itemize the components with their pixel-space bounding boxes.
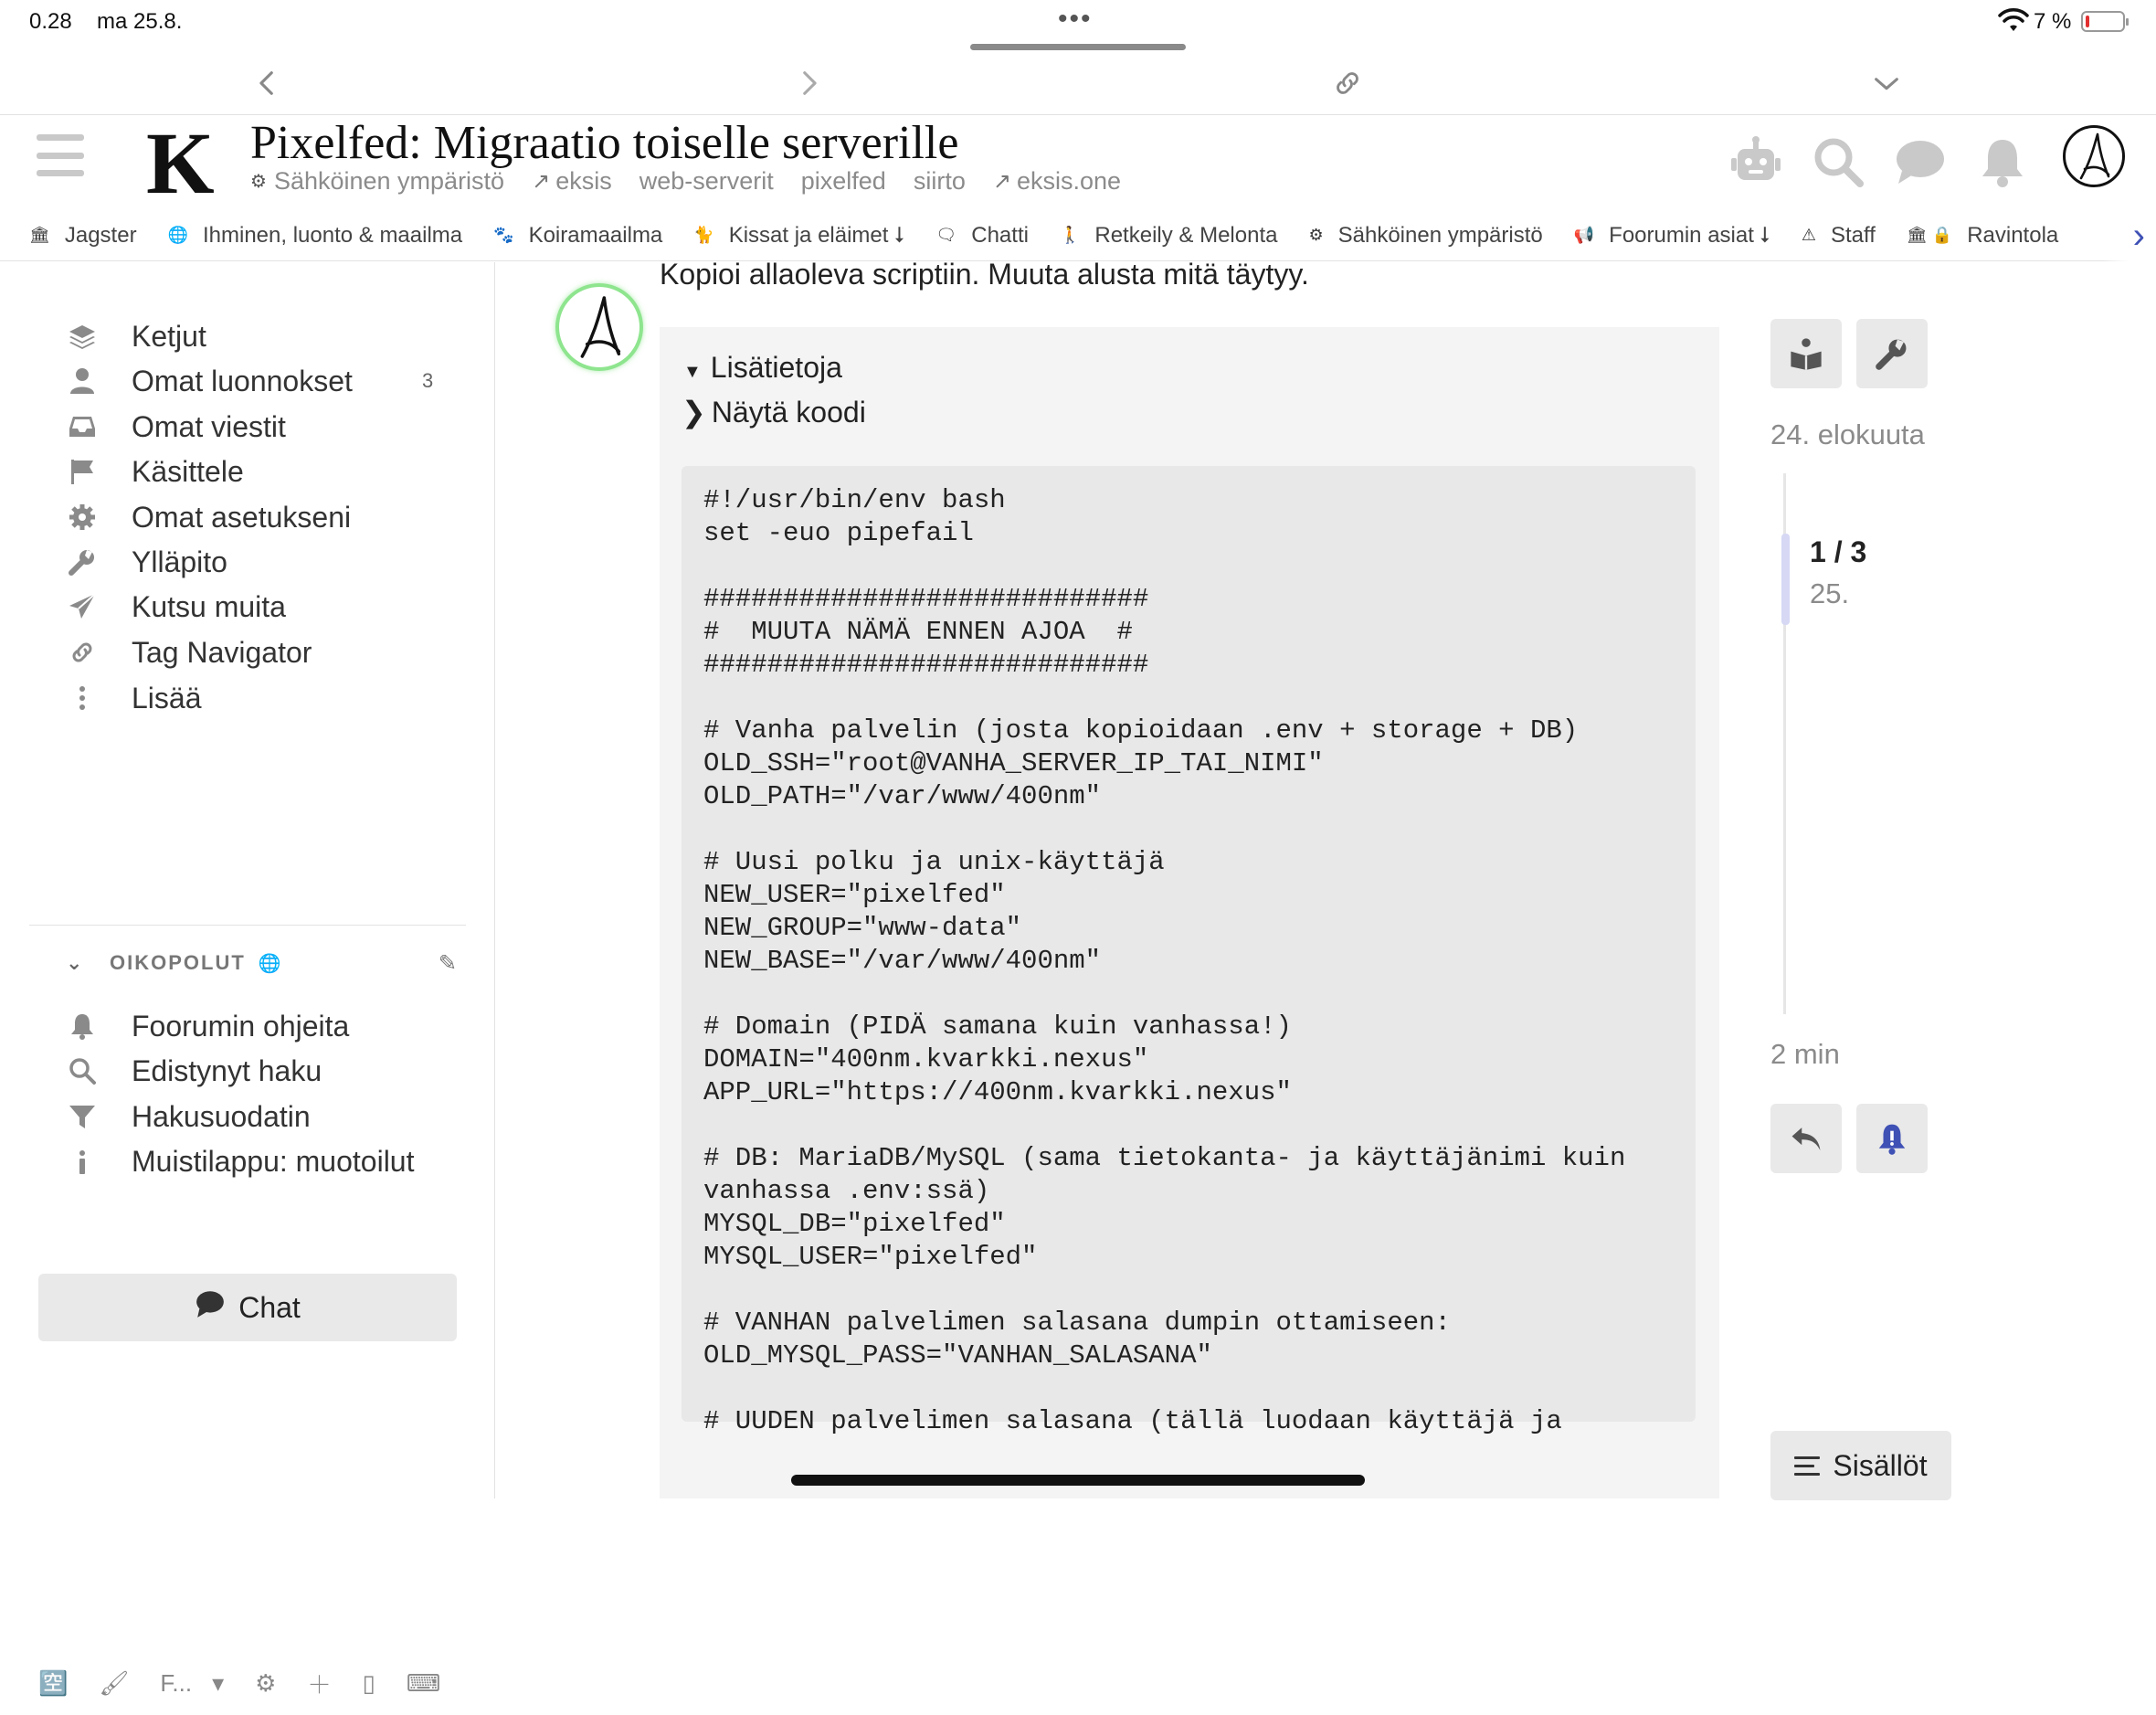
translate-icon[interactable]: 🈳 bbox=[38, 1668, 69, 1697]
reader-mode-icon bbox=[1789, 336, 1823, 371]
post-author-avatar[interactable] bbox=[555, 283, 643, 371]
tag-web-serverit[interactable]: web-serverit bbox=[639, 166, 774, 195]
timeline-position-date: 25. bbox=[1810, 577, 1850, 609]
category-bar bbox=[0, 210, 2156, 261]
reply-icon bbox=[1789, 1121, 1823, 1156]
gear-icon: ⚙ bbox=[250, 171, 267, 192]
user-icon bbox=[55, 358, 113, 404]
link-icon bbox=[55, 630, 113, 675]
sidebar-section-oikopolut[interactable] bbox=[66, 945, 468, 981]
show-code-toggle[interactable]: ❯ Näytä koodi bbox=[682, 396, 866, 429]
category-staff[interactable]: ⚠ Staff bbox=[1801, 222, 1876, 248]
admin-wrench-button[interactable] bbox=[1856, 319, 1928, 388]
sidebar bbox=[0, 262, 495, 1699]
wrench-icon bbox=[1875, 336, 1909, 371]
forward-icon[interactable] bbox=[786, 60, 831, 106]
notification-level-button[interactable] bbox=[1856, 1104, 1928, 1173]
chat-button[interactable] bbox=[38, 1274, 457, 1341]
section-title: OIKOPOLUT bbox=[110, 951, 246, 974]
filter-icon bbox=[55, 1094, 113, 1139]
sidebar-item-hakusuodatin[interactable]: Hakusuodatin bbox=[55, 1094, 475, 1139]
category-koiramaailma[interactable]: 🐾 Koiramaailma bbox=[493, 222, 663, 248]
plus-icon[interactable]: ＋ bbox=[307, 1670, 332, 1699]
search-icon[interactable] bbox=[1805, 129, 1871, 195]
link-icon[interactable] bbox=[1325, 60, 1370, 106]
globe-icon: 🌐 bbox=[258, 953, 283, 974]
multitasking-dots-icon[interactable]: ••• bbox=[1058, 4, 1093, 34]
site-header bbox=[0, 114, 2156, 212]
topic-link[interactable]: eksis.one bbox=[1016, 166, 1122, 195]
category-jagster[interactable]: 🏛 Jagster bbox=[29, 222, 137, 248]
battery-icon bbox=[2081, 11, 2125, 32]
sidebar-item-omat-viestit[interactable]: Omat viestit bbox=[55, 404, 475, 450]
chevron-down-icon[interactable] bbox=[1864, 60, 1909, 106]
timeline-last-activity[interactable]: 2 min bbox=[1770, 1038, 1840, 1070]
chat-button-label: Chat bbox=[238, 1290, 301, 1324]
info-icon bbox=[55, 1138, 113, 1184]
more-vertical-icon bbox=[55, 675, 113, 721]
back-icon[interactable] bbox=[245, 60, 291, 106]
sidebar-item-omat-asetukseni[interactable]: Omat asetukseni bbox=[55, 494, 475, 540]
draft-count: 3 bbox=[422, 369, 434, 392]
code-text: #!/usr/bin/env bash set -euo pipefail ############################ # MUUTA NÄMÄ ENNEN AJOA # ############################ # Vanha palvelin (josta kopioidaan .env + storage + DB) OLD_SSH="root@VANHA_SERVER_IP_TAI_NIMI" OLD_PATH="/var/www/400nm" # Uusi polku ja unix-käyttäjä NEW_USER="pixelfed" NEW_GROUP="www-data" NEW_BASE="/var/www/400nm" # Domain (PIDÄ samana kuin vanhassa!) DOMAIN="400nm.kvarkki.nexus" APP_URL="https://400nm.kvarkki.nexus" # DB: MariaDB/MySQL (sama tietokanta- ja käyttäjänimi kuin vanhassa .env:ssä) MYSQL_DB="pixelfed" MYSQL_USER="pixelfed" # VANHAN palvelimen salasana dumpin ottamiseen: OLD_MYSQL_PASS="VANHAN_SALASANA" # UUDEN palvelimen salasana (tällä luodaan käyttäjä ja bbox=[703, 485, 1626, 1436]
window-handle[interactable] bbox=[970, 44, 1186, 50]
wifi-icon bbox=[1999, 9, 2028, 33]
browser-nav bbox=[0, 51, 2156, 115]
sidebar-item-yllapito[interactable]: Ylläpito bbox=[55, 539, 475, 585]
status-bar bbox=[0, 0, 2156, 46]
keyboard-icon[interactable]: ⌨ bbox=[406, 1668, 441, 1697]
speech-bubble-icon: 🗨 bbox=[935, 226, 957, 244]
chevron-right-icon: ❯ bbox=[682, 396, 706, 429]
paw-icon: 🐾 bbox=[493, 226, 514, 244]
status-time: 0.28 bbox=[29, 9, 72, 34]
warning-icon: ⚠ bbox=[1801, 226, 1816, 244]
timeline-scroll-handle[interactable] bbox=[1781, 534, 1790, 625]
cat-icon: 🐈 bbox=[693, 226, 714, 244]
toc-label: Sisällöt bbox=[1833, 1448, 1928, 1482]
sidebar-footer bbox=[38, 1651, 468, 1715]
topic-meta bbox=[250, 165, 1121, 196]
timeline-start-date[interactable]: 24. elokuuta bbox=[1770, 418, 1925, 450]
category-foorumin-asiat[interactable]: 📢 Foorumin asiat ⭣ bbox=[1573, 222, 1770, 248]
lock-icon: 🏛 🔒 bbox=[1906, 226, 1953, 244]
sidebar-item-ketjut[interactable]: Ketjut bbox=[55, 313, 475, 359]
layers-icon bbox=[55, 313, 113, 359]
topic-category[interactable] bbox=[250, 167, 504, 196]
code-block[interactable] bbox=[682, 466, 1696, 1436]
sidebar-item-kutsu-muita[interactable]: Kutsu muita bbox=[55, 584, 475, 630]
megaphone-icon: 📢 bbox=[1573, 226, 1595, 244]
tag-eksis[interactable]: eksis bbox=[555, 166, 612, 195]
globe-icon: 🌐 bbox=[167, 226, 188, 244]
chevron-down-icon[interactable]: ⌄ bbox=[66, 951, 85, 974]
chat-bubble-icon bbox=[195, 1288, 226, 1327]
category-kissat-ja-elaimet[interactable]: 🐈 Kissat ja eläimet ⭣ bbox=[693, 222, 905, 248]
home-indicator[interactable] bbox=[791, 1475, 1365, 1486]
robot-icon[interactable] bbox=[1723, 129, 1789, 195]
battery-percent: 7 % bbox=[2034, 9, 2072, 34]
bell-icon[interactable] bbox=[1970, 129, 2035, 195]
inbox-icon bbox=[55, 404, 113, 450]
flag-icon bbox=[55, 449, 113, 494]
svg-text:K: K bbox=[146, 114, 215, 212]
category-ravintola[interactable]: 🏛 🔒 Ravintola bbox=[1906, 222, 2059, 248]
search-icon bbox=[55, 1048, 113, 1094]
user-avatar[interactable] bbox=[2063, 125, 2125, 187]
paper-plane-icon bbox=[55, 584, 113, 630]
table-of-contents-button[interactable] bbox=[1770, 1431, 1951, 1500]
sidebar-item-kasittele[interactable]: Käsittele bbox=[55, 449, 475, 494]
gear-icon: ⚙ bbox=[1308, 226, 1324, 244]
caret-down-icon[interactable]: ▾ bbox=[212, 1668, 225, 1697]
sidebar-item-omat-luonnokset[interactable]: Omat luonnokset 3 bbox=[55, 358, 475, 404]
pencil-icon[interactable]: ✎ bbox=[438, 950, 459, 976]
list-icon bbox=[1794, 1456, 1820, 1476]
category-icon: 🏛 bbox=[29, 226, 50, 244]
post-intro-text: Kopioi allaoleva scriptiin. Muuta alusta mitä täytyy. bbox=[660, 258, 1309, 291]
sidebar-item-edistynyt-haku[interactable]: Edistynyt haku bbox=[55, 1048, 475, 1094]
category-ihminen-luonto-maailma[interactable]: 🌐 Ihminen, luonto & maailma bbox=[167, 222, 463, 248]
hamburger-menu-icon[interactable] bbox=[37, 134, 84, 176]
reply-button[interactable] bbox=[1770, 1104, 1842, 1173]
wrench-icon bbox=[55, 539, 113, 585]
sidebar-item-lisaa[interactable]: Lisää bbox=[55, 675, 475, 721]
sidebar-item-foorumin-ohjeita[interactable]: Foorumin ohjeita bbox=[55, 1003, 475, 1049]
details-summary[interactable]: ▼ Lisätietoja bbox=[683, 351, 842, 384]
sidebar-item-muistilappu[interactable]: Muistilappu: muotoilut bbox=[55, 1138, 475, 1184]
gear-icon bbox=[55, 494, 113, 540]
triangle-down-icon: ▼ bbox=[683, 362, 702, 382]
timeline-position: 1 / 3 bbox=[1810, 535, 1867, 568]
category-label: Sähköinen ympäristö bbox=[273, 166, 505, 195]
external-link-icon: ↗ bbox=[532, 168, 551, 194]
category-retkeily-melonta[interactable]: 🚶 Retkeily & Melonta bbox=[1059, 222, 1278, 248]
sidebar-item-tag-navigator[interactable]: Tag Navigator bbox=[55, 630, 475, 675]
category-chatti[interactable]: 🗨 Chatti bbox=[935, 222, 1029, 248]
bell-alert-icon bbox=[1875, 1121, 1909, 1156]
hiker-icon: 🚶 bbox=[1059, 226, 1081, 244]
reader-mode-button[interactable] bbox=[1770, 319, 1842, 388]
font-selector[interactable]: F... bbox=[160, 1668, 193, 1697]
status-date: ma 25.8. bbox=[97, 9, 183, 34]
bell-icon bbox=[55, 1003, 113, 1049]
gear-icon[interactable]: ⚙ bbox=[255, 1668, 277, 1697]
external-link-icon: ↗ bbox=[992, 168, 1011, 194]
topic-title[interactable]: Pixelfed: Migraatio toiselle serverille bbox=[250, 117, 959, 169]
phone-icon[interactable]: ▯ bbox=[362, 1668, 375, 1697]
chat-bubble-icon[interactable] bbox=[1887, 129, 1953, 195]
tag-siirto[interactable]: siirto bbox=[913, 166, 966, 195]
site-logo[interactable] bbox=[144, 114, 236, 212]
category-sahkoinen-ymparisto[interactable]: ⚙ Sähköinen ympäristö bbox=[1308, 222, 1543, 248]
tag-pixelfed[interactable]: pixelfed bbox=[800, 166, 886, 195]
brush-icon[interactable]: 🖌 bbox=[99, 1668, 130, 1697]
details-block bbox=[660, 327, 1719, 1498]
sidebar-divider bbox=[29, 925, 466, 926]
chevron-right-icon[interactable]: › bbox=[2101, 210, 2156, 261]
